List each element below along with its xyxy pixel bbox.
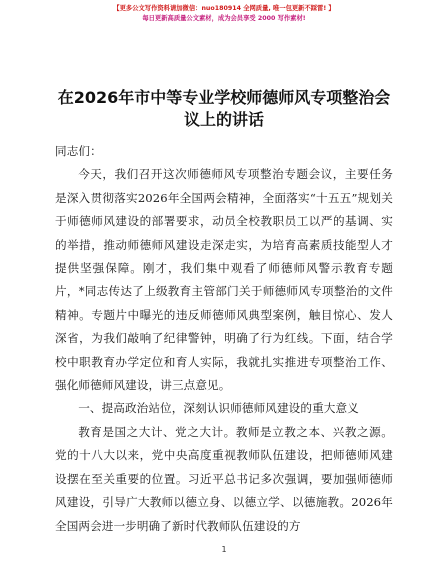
salutation: 同志们： bbox=[55, 144, 102, 158]
section-heading: 一、提高政治站位，深刻认识师德师风建设的重大意义 bbox=[78, 401, 359, 416]
promo-banner-line-2: 每日更新高质量公文素材，成为会员享受 2000 写作素材! bbox=[142, 15, 306, 22]
promo-banner bbox=[0, 4, 448, 24]
page-number: 1 bbox=[221, 545, 227, 554]
promo-banner-line-1: 【更多公文写作资料请加微信：nuo180914 全网质量, 唯一包更新不踩雷! 】 bbox=[113, 5, 335, 12]
document-title: 在2026年市中等专业学校师德师风专项整治会议上的讲话 bbox=[57, 88, 391, 129]
document-body bbox=[55, 140, 393, 538]
paragraph-section-one: 教育是国之大计、党之大计。教师是立教之本、兴教之源。党的十八大以来，党中央高度重视教师队伍建设，把师德师风建设摆在至关重要的位置。习近平总书记多次强调，要加强师德师风建设，引导广大教师以德立身、以德立学、以德施教。2026年全国两会进一步明确了新时代教师队伍建设的方 bbox=[55, 424, 393, 533]
paragraph-opening: 今天，我们召开这次师德师风专项整治专题会议，主要任务是深入贯彻落实2026年全国两会精神，全面落实“十五五”规划关于师德师风建设的部署要求，动员全校教职员工以严的基调、实的举措，推动师德师风建设走深走实，为培育高素质技能型人才提供坚强保障。刚才，我们集中观看了师德师风警示教育专题片，*同志传达了上级教育主管部门关于师德师风专项整治的文件精神。专题片中曝光的违反师德师风典型案例，触目惊心、发人深省，为我们敲响了纪律警钟，明确了行为红线。下面，结合学校中职教育办学定位和育人实际，我就扎实推进专项整治工作、强化师德师风建设，讲三点意见。 bbox=[55, 167, 393, 393]
